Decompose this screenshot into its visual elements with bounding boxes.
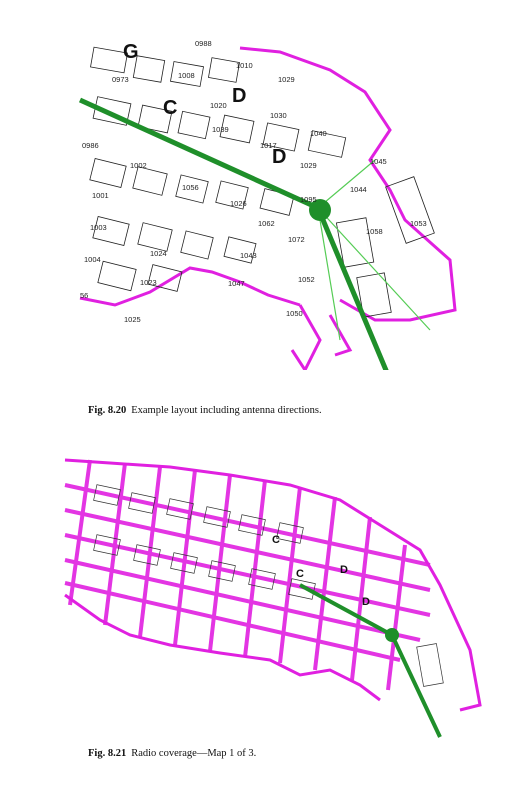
site-label: 1040 xyxy=(310,129,327,138)
site-label: 0988 xyxy=(195,39,212,48)
site-label: 1004 xyxy=(84,255,101,264)
antenna-letter: D xyxy=(272,146,287,168)
figure-8-21 xyxy=(0,455,531,745)
figure-8-20-caption xyxy=(88,405,322,416)
site-label: 1043 xyxy=(240,251,257,260)
site-label: 1025 xyxy=(124,315,141,324)
site-label: 1053 xyxy=(410,219,427,228)
site-label: 56 xyxy=(80,291,89,300)
site-label: 0986 xyxy=(82,141,99,150)
site-label: 1029 xyxy=(300,161,317,170)
site-label: 1044 xyxy=(350,185,367,194)
site-label: 1024 xyxy=(150,249,167,258)
site-label: 1003 xyxy=(90,223,107,232)
site-label: 1010 xyxy=(236,61,253,70)
site-label: 1030 xyxy=(270,111,287,120)
site-label: 1050 xyxy=(286,309,303,318)
figure-8-21-caption xyxy=(88,748,256,759)
svg-text:C: C xyxy=(296,568,304,580)
antenna-letter: C xyxy=(163,97,178,119)
figure-8-21-map xyxy=(0,455,531,745)
site-label: 0973 xyxy=(112,75,129,84)
figure-number: Fig. 8.21 xyxy=(88,748,127,759)
site-label: 1058 xyxy=(366,227,383,236)
site-label: 1039 xyxy=(212,125,229,134)
site-label: 1062 xyxy=(258,219,275,228)
site-label: 1002 xyxy=(130,161,147,170)
svg-text:D: D xyxy=(362,596,370,608)
site-label: 1020 xyxy=(210,101,227,110)
site-label: 1045 xyxy=(370,157,387,166)
figure-8-20 xyxy=(0,30,531,370)
svg-text:C: C xyxy=(272,534,280,546)
site-label: 1029 xyxy=(278,75,295,84)
site-labels xyxy=(80,39,427,324)
site-label: 1026 xyxy=(230,199,247,208)
site-label: 1072 xyxy=(288,235,305,244)
site-label: 1052 xyxy=(298,275,315,284)
antenna-letter: G xyxy=(123,41,139,63)
svg-text:D: D xyxy=(340,564,348,576)
antenna-letter: D xyxy=(232,85,247,107)
site-label: 1008 xyxy=(178,71,195,80)
figure-caption-text: Radio coverage—Map 1 of 3. xyxy=(131,748,257,759)
site-label: 1017 xyxy=(260,141,277,150)
site-label: 1001 xyxy=(92,191,109,200)
site-label: 1095 xyxy=(300,195,317,204)
site-label: 1056 xyxy=(182,183,199,192)
figure-number: Fig. 8.20 xyxy=(88,405,127,416)
site-label: 1047 xyxy=(228,279,245,288)
figure-8-20-map xyxy=(0,30,531,370)
site-label: 1023 xyxy=(140,278,157,287)
figure-caption-text: Example layout including antenna directions. xyxy=(131,405,322,416)
